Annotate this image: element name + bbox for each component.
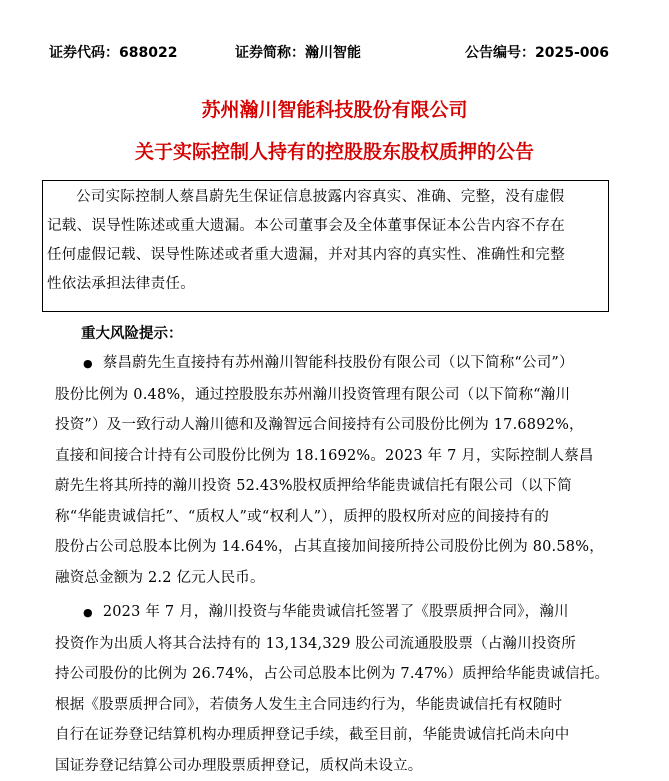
disclaimer-box: [42, 180, 609, 312]
risk-item-line: 国证券登记结算公司办理股票质押登记，质权尚未设立。: [55, 751, 615, 781]
risk-item-line: 自行在证券登记结算机构办理质押登记手续，截至目前，华能贵诚信托尚未向中: [55, 720, 615, 751]
risk-item-line: 根据《股票质押合同》，若债务人发生主合同违约行为，华能贵诚信托有权随时: [55, 690, 615, 721]
document-header: [49, 42, 609, 62]
company-title: 苏州瀚川智能科技股份有限公司: [0, 95, 669, 122]
risk-item: [55, 597, 615, 781]
stock-name: 证券简称：瀚川智能: [235, 42, 361, 62]
announcement-number: 公告编号：2025-006: [465, 42, 609, 62]
risk-item-line: 称“华能贵诚信托”、“质权人”或“权利人”），质押的股权所对应的间接持有的: [55, 502, 615, 533]
risk-item-line: 持公司股份的比例为 26.74%，占公司总股本比例为 7.47%）质押给华能贵诚信托。: [55, 659, 615, 690]
bullet-icon: ●: [83, 606, 93, 619]
risk-item-line: 股份占公司总股本比例为 14.64%，占其直接加间接所持公司股份比例为 80.58%，: [55, 532, 615, 563]
disclaimer-line: 性依法承担法律责任。: [47, 270, 608, 299]
risk-item-line: 蔚先生将其所持的瀚川投资 52.43%股权质押给华能贵诚信托有限公司（以下简: [55, 471, 615, 502]
risk-item-line: 投资”）及一致行动人瀚川德和及瀚智远合间接持有公司股份比例为 17.6892%，: [55, 410, 615, 441]
bullet-icon: ●: [83, 357, 93, 370]
risk-item-line: 股份比例为 0.48%，通过控股股东苏州瀚川投资管理有限公司（以下简称“瀚川: [55, 380, 615, 411]
risk-item-line: 融资总金额为 2.2 亿元人民币。: [55, 563, 615, 594]
risk-item-line: 投资作为出质人将其合法持有的 13,134,329 股公司流通股股票（占瀚川投资所: [55, 629, 615, 660]
disclaimer-line: 任何虚假记载、误导性陈述或者重大遗漏，并对其内容的真实性、准确性和完整: [47, 241, 608, 270]
risk-item: [55, 348, 615, 593]
risk-item-line: ● 蔡昌蔚先生直接持有苏州瀚川智能科技股份有限公司（以下简称“公司”）: [55, 348, 615, 380]
disclaimer-line: 记载、误导性陈述或重大遗漏。本公司董事会及全体董事保证本公告内容不存在: [47, 212, 608, 241]
stock-code: 证券代码：688022: [49, 42, 177, 62]
risk-item-line: 直接和间接合计持有公司股份比例为 18.1692%。2023 年 7 月，实际控制人蔡昌: [55, 441, 615, 472]
announcement-title: 关于实际控制人持有的控股股东股权质押的公告: [0, 137, 669, 164]
disclaimer-line: 公司实际控制人蔡昌蔚先生保证信息披露内容真实、准确、完整，没有虚假: [47, 183, 608, 212]
risk-item-line: ● 2023 年 7 月，瀚川投资与华能贵诚信托签署了《股票质押合同》，瀚川: [55, 597, 615, 629]
risk-heading: 重大风险提示：: [81, 322, 183, 343]
